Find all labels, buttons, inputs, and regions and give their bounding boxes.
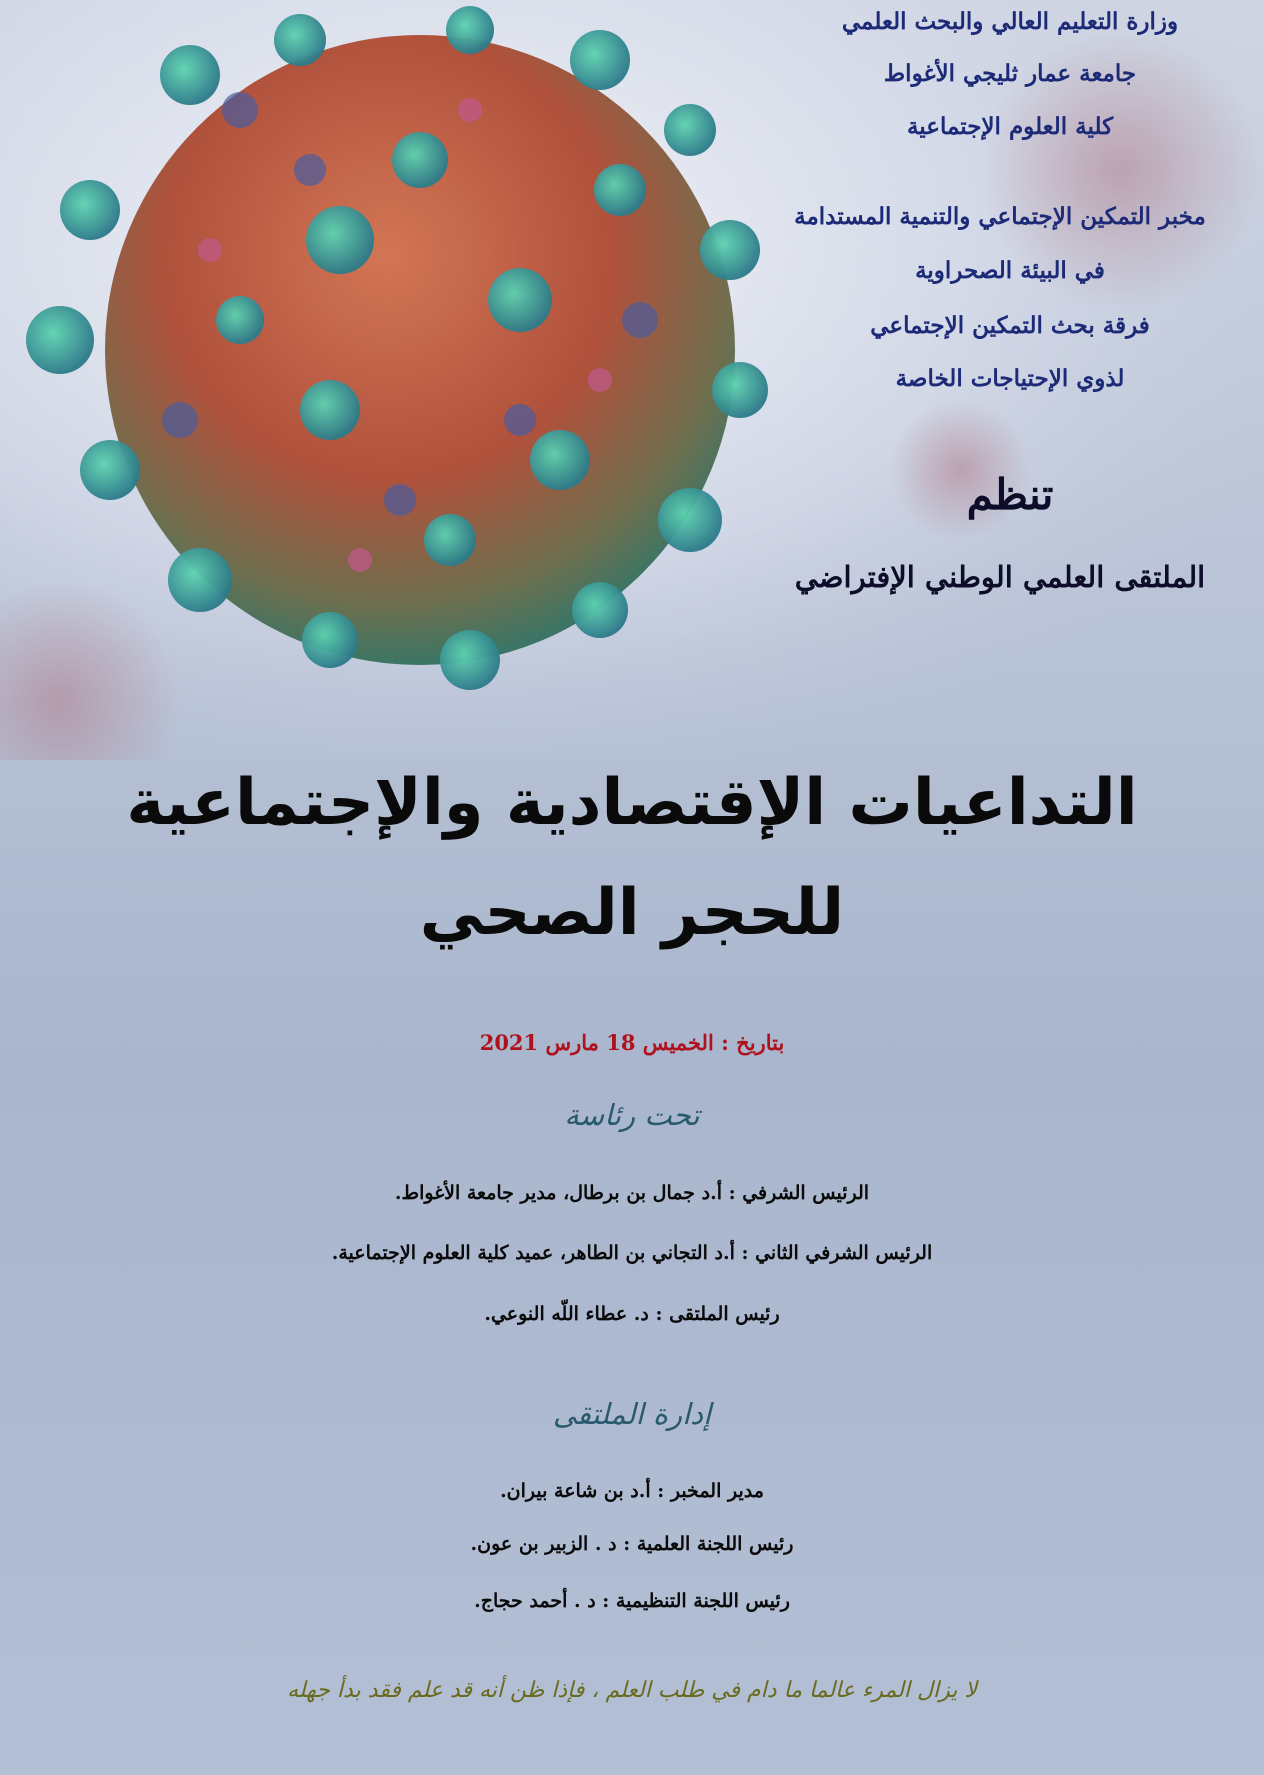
conference-president: رئيس الملتقى : د. عطاء اللّه النوعي. (484, 1303, 780, 1325)
faculty-name: كلية العلوم الإجتماعية (906, 113, 1114, 140)
organizes-label: تنظم (966, 470, 1054, 519)
lab-director: مدير المخبر : أ.د بن شاعة بيران. (500, 1480, 764, 1502)
conference-title-line1: التداعيات الإقتصادية والإجتماعية (126, 766, 1138, 840)
ministry-name: وزارة التعليم العالي والبحث العلمي (841, 8, 1179, 35)
organizing-committee-chair: رئيس اللجنة التنظيمية : د . أحمد حجاج. (474, 1590, 790, 1612)
second-honorary-president: الرئيس الشرفي الثاني : أ.د التجاني بن الطاهر، عميد كلية العلوم الإجتماعية. (331, 1242, 933, 1264)
management-heading: إدارة الملتقى (552, 1397, 712, 1431)
scientific-committee-chair: رئيس اللجنة العلمية : د . الزبير بن عون. (470, 1533, 794, 1555)
lab-name-line2: في البيئة الصحراوية (915, 257, 1105, 284)
event-date: بتاريخ : الخميس 18 مارس 2021 (479, 1030, 785, 1055)
lab-name-line1: مخبر التمكين الإجتماعي والتنمية المستدامة (794, 203, 1206, 230)
university-name: جامعة عمار ثليجي الأغواط (883, 60, 1137, 87)
conference-title-line2: للحجر الصحي (419, 876, 845, 950)
honorary-president: الرئيس الشرفي : أ.د جمال بن برطال، مدير جامعة الأغواط. (394, 1182, 870, 1204)
presidency-heading: تحت رئاسة (564, 1098, 700, 1132)
research-team-line2: لذوي الإحتياجات الخاصة (895, 365, 1125, 392)
footer-quote: لا يزال المرء عالما ما دام في طلب العلم ، فإذا ظن أنه قد علم فقد بدأ جهله (287, 1678, 977, 1703)
event-type: الملتقى العلمي الوطني الإفتراضي (794, 560, 1206, 594)
research-team-line1: فرقة بحث التمكين الإجتماعي (870, 312, 1150, 339)
